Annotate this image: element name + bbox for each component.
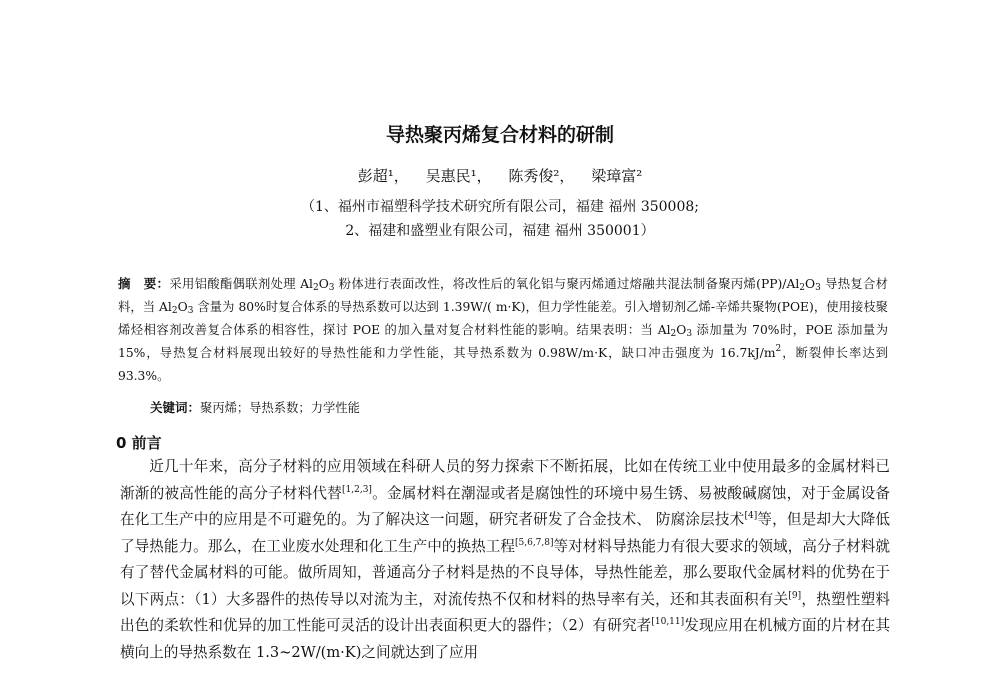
abstract-text: O [805, 277, 816, 291]
author-name: 吴惠民¹， [425, 167, 492, 185]
citation: [4] [744, 511, 758, 521]
superscript: 2 [775, 344, 782, 354]
paragraph [120, 454, 890, 666]
keywords [150, 398, 360, 416]
subscript: 2 [670, 329, 677, 339]
citation: [5,6,7,8] [515, 537, 554, 548]
keywords-label: 关键词： [150, 400, 201, 415]
body-sentence: 等对材料导热能力有很大要求的领域，高分子材料就有了替代金属材料的可能。做所周知，普通高分子材料是热的不良导体，导热性能差，那么要取代金属材料的优势在于以下两点：（1）大多器件的热传导以对流为主，对流传热不仅和材料的热导率有关，还和其表面积有关 [120, 537, 890, 608]
abstract-text: 采用铝酸酯偶联剂处理 Al [169, 277, 313, 291]
subscript: 3 [328, 283, 335, 293]
author-list [0, 165, 1000, 186]
abstract-text: 粉体进行表面改性，将改性后的氧化铝与聚丙烯通过熔融共混法制备聚丙烯(PP)/Al [334, 277, 800, 291]
abstract [118, 272, 888, 388]
subscript: 3 [815, 283, 821, 293]
abstract-text: O [177, 300, 188, 314]
subscript: 3 [187, 306, 194, 316]
body-sentence: 发现应用在机械方面的片材在其横向上的导热系数在 1.3~2W/(m·K)之间就达到了应用 [120, 617, 890, 661]
body-sentence: 等，但是却大大降低了导热能力。那么，在工业废水处理和化工生产中的换热工程 [120, 511, 890, 555]
body-sentence: ，热塑性塑料出色的柔软性和优异的加工性能可灵活的设计出表面积更大的器件；（2）有研究者 [120, 590, 890, 634]
subscript: 3 [686, 329, 693, 339]
citation: [1,2,3] [342, 484, 372, 495]
body-sentence: 。金属材料在潮湿或者是腐蚀性的环境中易生锈、易被酸碱腐蚀，对于金属设备在化工生产中的应用是不可避免的。为了解决这一问题，研究者研发了合金技术、 防腐涂层技术 [120, 484, 890, 528]
citation: [9] [788, 590, 802, 601]
author-name: 梁璋富² [591, 167, 643, 185]
citation: [10,11] [651, 617, 685, 627]
author-name: 陈秀俊²， [508, 167, 575, 185]
abstract-label: 摘 要： [118, 276, 170, 291]
abstract-text: 导热复合材料，当 Al [118, 277, 888, 314]
abstract-text: 添加量为 70%时，POE 添加量为 15%，导热复合材料展现出较好的导热性能和力学性能，其导热系数为 0.98W/m·K，缺口冲击强度为 16.7kJ/m [118, 323, 888, 360]
abstract-text: O [676, 323, 687, 337]
section-heading: 0 前言 [116, 434, 162, 452]
subscript: 2 [799, 283, 805, 293]
body-text [120, 454, 890, 666]
keywords-text: 聚丙烯；导热系数；力学性能 [200, 401, 360, 415]
affiliation-2: 2、福建和盛塑业有限公司，福建 福州 350001） [345, 223, 655, 239]
affiliation-1: （1、福州市福塑科学技术研究所有限公司，福建 福州 350008; [301, 199, 699, 215]
paper-title: 导热聚丙烯复合材料的研制 [385, 124, 614, 146]
abstract-text: 含量为 80%时复合体系的导热系数可以达到 1.39W/( m·K)，但力学性能差。引入增韧剂乙烯-辛烯共聚物(POE)，使用接枝聚烯烃相容剂改善复合体系的相容性，探讨 POE 的加入量对复合材料性能的影响。结果表明：当 Al [118, 300, 888, 337]
abstract-text: ，断裂伸长率达到 93.3%。 [118, 346, 888, 383]
author-name: 彭超¹， [357, 167, 409, 185]
body-sentence: 近几十年来，高分子材料的应用领域在科研人员的努力探索下不断拓展，比如在传统工业中使用最多的金属材料已渐渐的被高性能的高分子材料代替 [120, 458, 890, 502]
subscript: 2 [171, 306, 178, 316]
abstract-text: O [318, 277, 329, 291]
subscript: 2 [312, 283, 319, 293]
